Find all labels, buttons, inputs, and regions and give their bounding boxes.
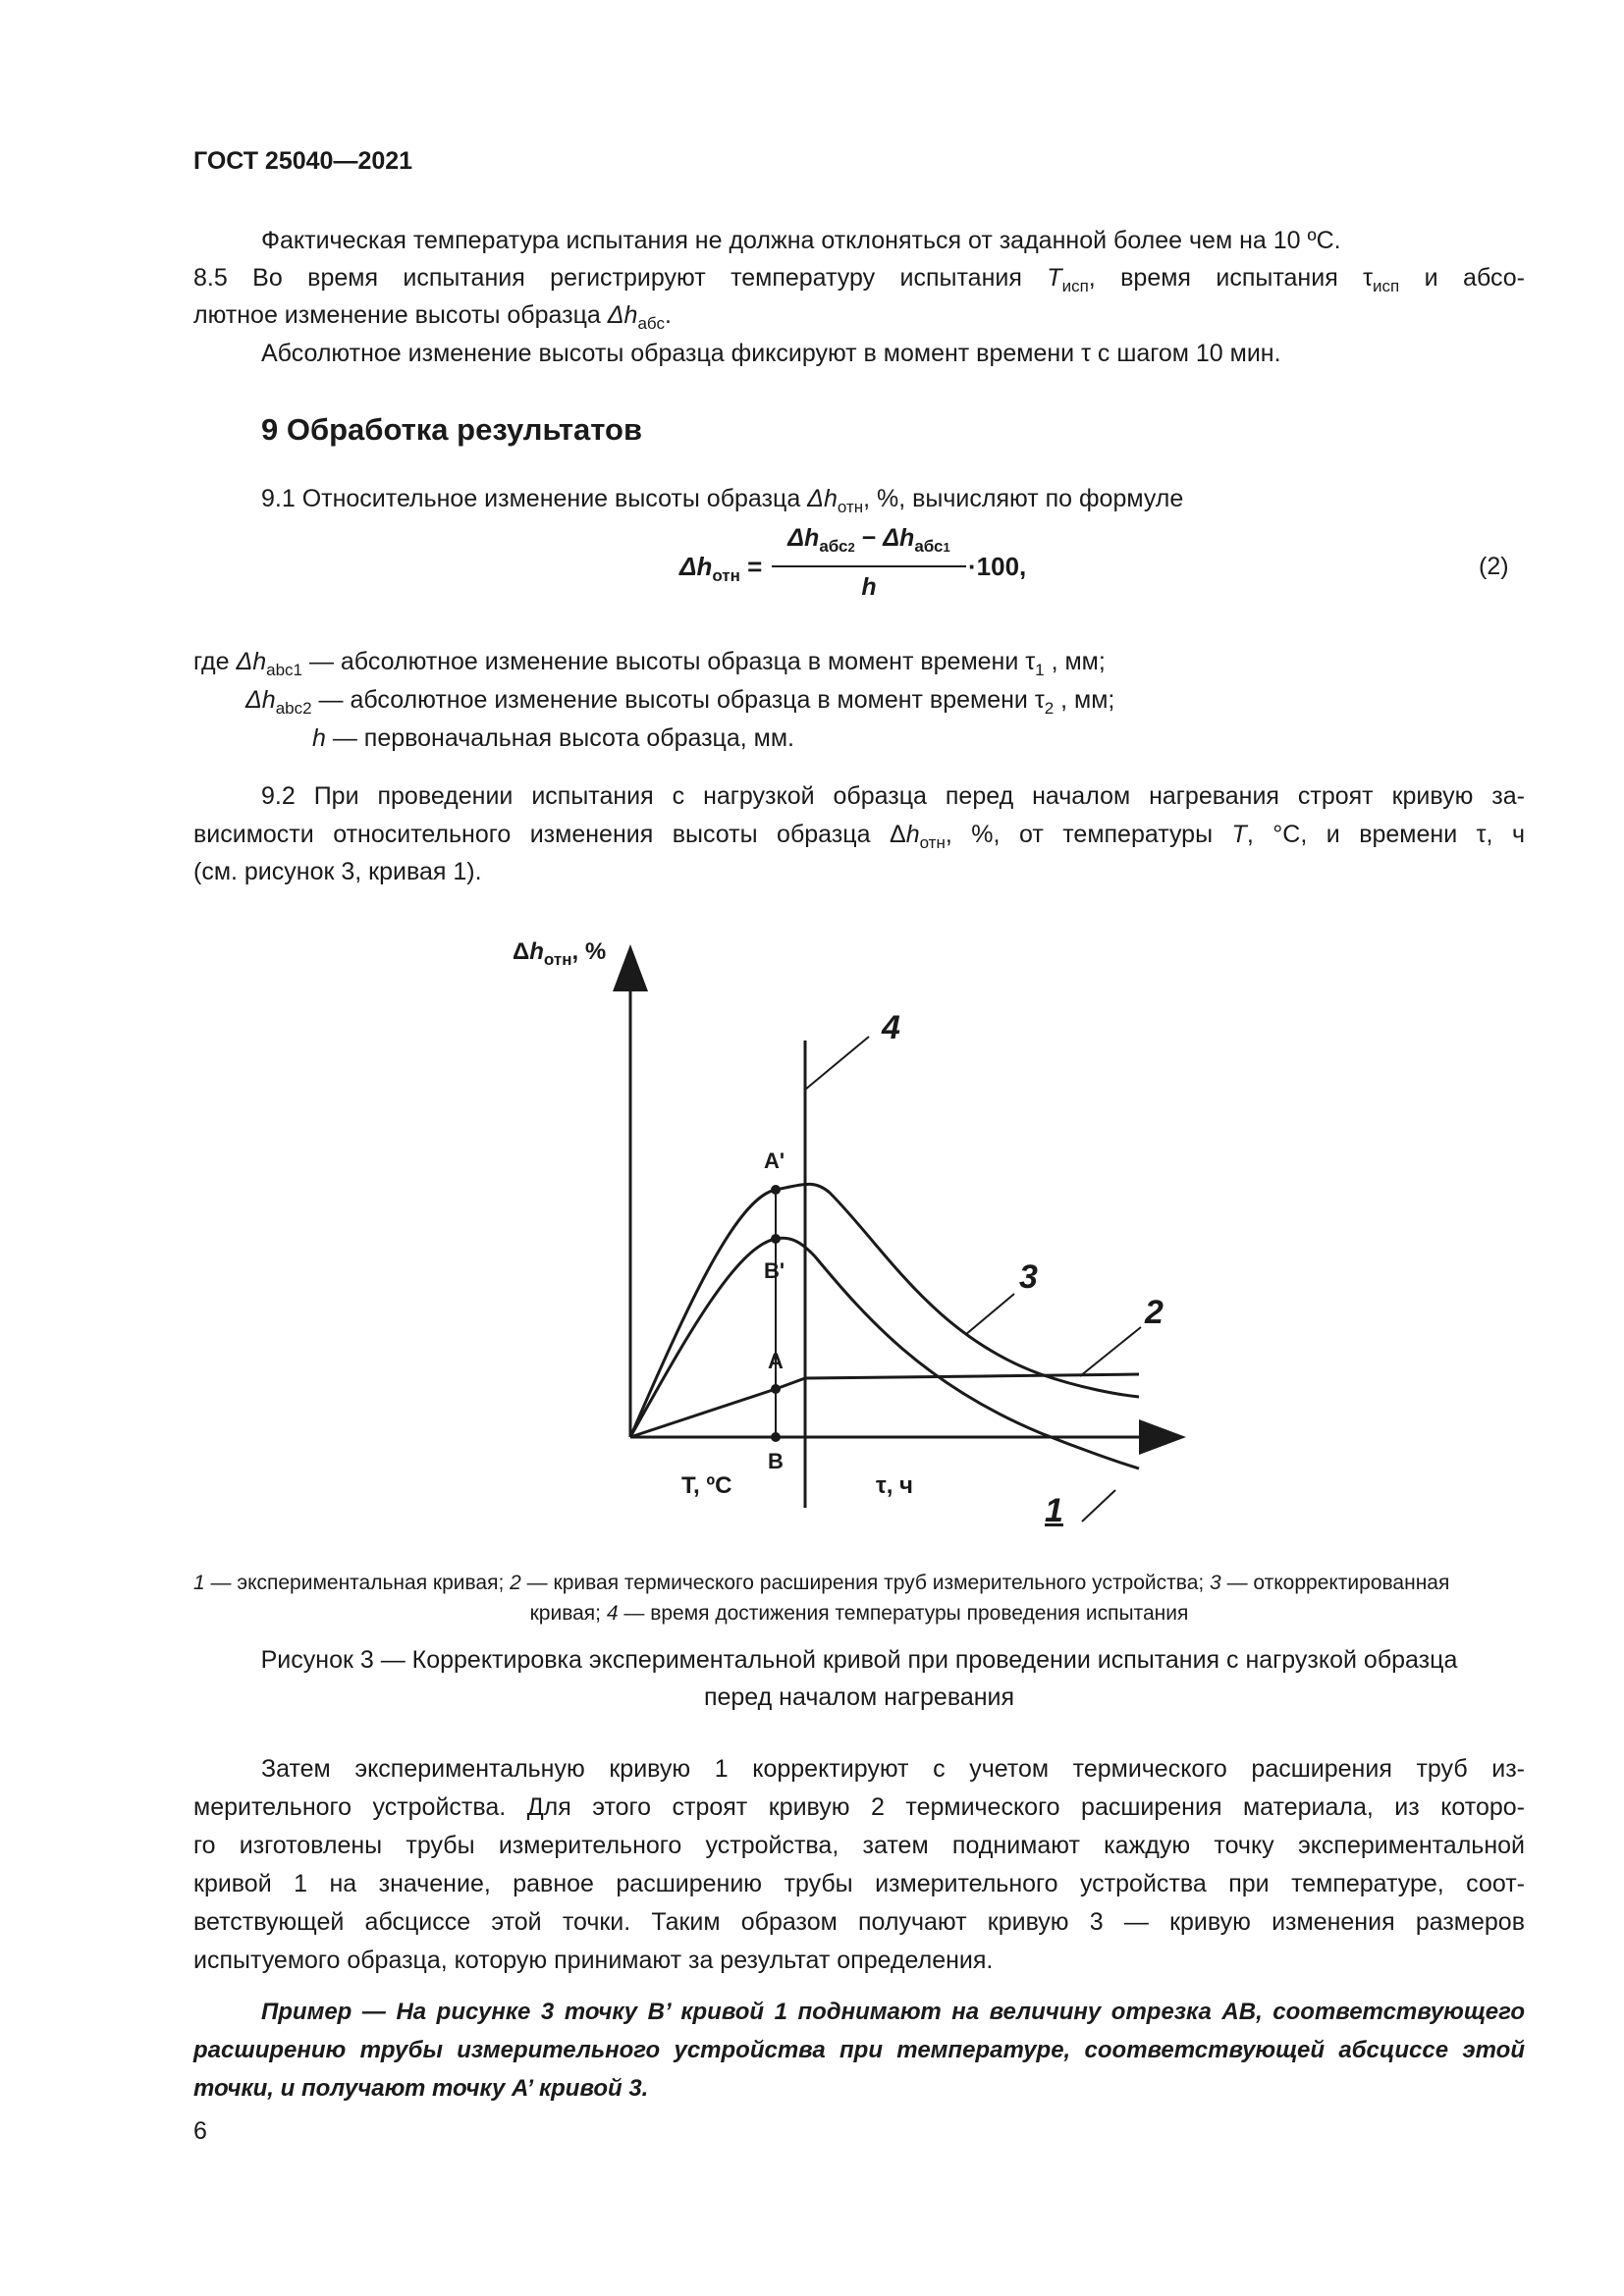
page-number: 6 bbox=[193, 2117, 207, 2145]
formula-numerator: $\Delta h_{абс2} - \Delta h_{абс1}$ bbox=[787, 524, 950, 556]
point-a bbox=[771, 1384, 781, 1394]
point-label-a: A bbox=[768, 1349, 784, 1373]
point-b bbox=[771, 1432, 781, 1442]
paragraph-9-2-line3: (см. рисунок 3, кривая 1). bbox=[193, 858, 482, 885]
where-item: где $\Delta h_{abc1}$ — абсолютное изменение высоты образца в момент времени $\tau_1$ , мм; bbox=[193, 648, 1106, 679]
fraction-bar bbox=[772, 565, 966, 567]
formula-tail: ·100, bbox=[968, 552, 1027, 581]
paragraph-line: испытуемого образца, которую принимают за результат определения. bbox=[193, 1947, 994, 1974]
point-b-prime bbox=[771, 1234, 781, 1244]
paragraph-line: кривой 1 на значение, равное расширению трубы измерительного устройства при температуре, соот- bbox=[193, 1870, 1525, 1897]
paragraph-line: го изготовлены трубы измерительного устройства, затем поднимают каждую точку экспериментальной bbox=[193, 1832, 1525, 1859]
document-header: ГОСТ 25040—2021 bbox=[193, 147, 413, 175]
curve-label-2: 2 bbox=[1145, 1294, 1164, 1331]
curve-2-leader bbox=[1080, 1327, 1141, 1376]
point-label-b-prime: B' bbox=[764, 1258, 785, 1283]
where-item: $\Delta h_{abc2}$ — абсолютное изменение высоты образца в момент времени $\tau_2$ , мм; bbox=[245, 686, 1115, 718]
point-a-prime bbox=[771, 1185, 781, 1195]
formula-lhs: $\Delta h_{отн}$ = bbox=[679, 552, 763, 585]
y-axis-label: $\Delta h_{отн}$, % bbox=[513, 938, 607, 969]
paragraph-line: Абсолютное изменение высоты образца фиксируют в момент времени τ с шагом 10 мин. bbox=[261, 340, 1281, 367]
paragraph-line: ветствующей абсциссе этой точки. Таким образом получают кривую 3 — кривую изменения размеров bbox=[193, 1908, 1525, 1936]
example-line3: точки, и получают точку А’ кривой 3. bbox=[193, 2075, 649, 2102]
section-title: 9 Обработка результатов bbox=[261, 412, 643, 447]
figure-legend-line2: кривая; 4 — время достижения температуры проведения испытания bbox=[529, 1602, 1189, 1625]
example-line1: Пример — На рисунке 3 точку В’ кривой 1 поднимают на величину отрезка АВ, соответствующего bbox=[261, 1999, 1525, 2025]
example-line2: расширению трубы измерительного устройства при температуре, соответствующей абсциссе этой bbox=[193, 2037, 1525, 2063]
curve-label-3: 3 bbox=[1019, 1258, 1038, 1296]
figure-legend-line1: 1 — экспериментальная кривая; 2 — кривая термического расширения труб измерительного устройства; 3 — откорректированная bbox=[193, 1572, 1450, 1594]
paragraph-9-2-line2: висимости относительного изменения высоты образца $\Delta h_{отн}$, %, от температуры T, °С, и времени τ, ч bbox=[193, 821, 1525, 852]
x-label-temperature: T, ºC bbox=[681, 1472, 732, 1499]
curve-3 bbox=[630, 1184, 1139, 1437]
paragraph-8-5-line1: 8.5 Во время испытания регистрируют температуру испытания $T_{исп}$, время испытания $\tau_{исп}$ и абсо- bbox=[193, 264, 1526, 295]
curve-3-leader bbox=[965, 1294, 1014, 1335]
formula-denominator: h bbox=[861, 573, 877, 601]
where-item: h — первоначальная высота образца, мм. bbox=[312, 724, 794, 752]
figure-caption-line2: перед началом нагревания bbox=[703, 1683, 1015, 1711]
paragraph-line: Фактическая температура испытания не должна отклоняться от заданной более чем на 10 ºС. bbox=[261, 227, 1341, 254]
figure-diagram bbox=[491, 923, 1237, 1541]
figure-caption-line1: Рисунок 3 — Корректировка экспериментальной кривой при проведении испытания с нагрузкой образца bbox=[260, 1646, 1458, 1674]
paragraph-9-1: 9.1 Относительное изменение высоты образца $\Delta h_{отн}$, %, вычисляют по формуле bbox=[261, 485, 1184, 516]
curve-2 bbox=[630, 1374, 1139, 1437]
point-label-a-prime: A' bbox=[764, 1148, 785, 1173]
x-label-time: τ, ч bbox=[876, 1472, 913, 1499]
paragraph-line: мерительного устройства. Для этого строят кривую 2 термического расширения материала, из которо- bbox=[193, 1793, 1525, 1821]
paragraph-9-2-line1: 9.2 При проведении испытания с нагрузкой образца перед началом нагревания строят кривую за- bbox=[261, 782, 1525, 810]
curve-label-4: 4 bbox=[882, 1009, 900, 1046]
curve-4-leader bbox=[805, 1037, 869, 1090]
point-label-b: B bbox=[768, 1449, 784, 1473]
paragraph-8-5-line2: лютное изменение высоты образца $\Delta h_{абс}$. bbox=[193, 301, 672, 333]
paragraph-line: Затем экспериментальную кривую 1 корректируют с учетом термического расширения труб из- bbox=[261, 1755, 1525, 1783]
figure-3 bbox=[491, 923, 1237, 1541]
formula-number: (2) bbox=[1479, 553, 1509, 580]
curve-1-leader bbox=[1082, 1490, 1115, 1522]
curve-label-1: 1 bbox=[1045, 1492, 1063, 1529]
